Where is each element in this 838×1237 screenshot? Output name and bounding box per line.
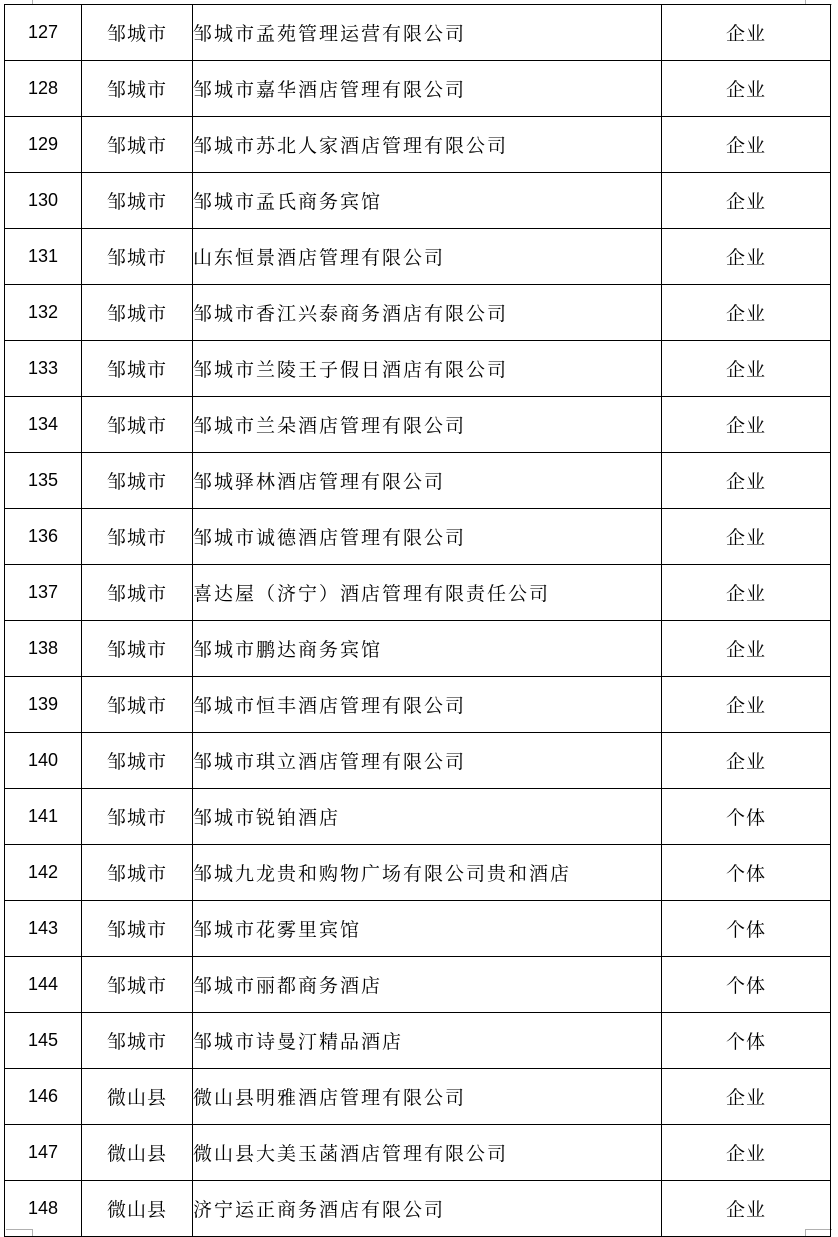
- row-city-cell: 邹城市: [82, 509, 193, 565]
- row-city-cell: 邹城市: [82, 117, 193, 173]
- enterprise-table: [4, 4, 831, 1237]
- row-name-cell: 邹城市兰朵酒店管理有限公司: [193, 397, 662, 453]
- row-index-cell: 127: [5, 5, 82, 61]
- row-index-cell: 136: [5, 509, 82, 565]
- row-name-cell: 济宁运正商务酒店有限公司: [193, 1181, 662, 1237]
- table-row: [5, 117, 831, 173]
- row-name-cell: 邹城市鹏达商务宾馆: [193, 621, 662, 677]
- row-type-cell: 个体: [662, 957, 831, 1013]
- row-type-cell: 企业: [662, 229, 831, 285]
- table-row: [5, 957, 831, 1013]
- row-city-cell: 微山县: [82, 1181, 193, 1237]
- row-type-cell: 企业: [662, 565, 831, 621]
- row-type-cell: 个体: [662, 1013, 831, 1069]
- row-index-cell: 132: [5, 285, 82, 341]
- table-row: [5, 173, 831, 229]
- table-row: [5, 677, 831, 733]
- row-type-cell: 企业: [662, 509, 831, 565]
- row-type-cell: 企业: [662, 397, 831, 453]
- row-name-cell: 邹城市孟氏商务宾馆: [193, 173, 662, 229]
- row-index-cell: 141: [5, 789, 82, 845]
- row-index-cell: 130: [5, 173, 82, 229]
- row-index-cell: 143: [5, 901, 82, 957]
- table-row: [5, 621, 831, 677]
- row-index-cell: 131: [5, 229, 82, 285]
- row-type-cell: 个体: [662, 901, 831, 957]
- row-index-cell: 142: [5, 845, 82, 901]
- row-type-cell: 企业: [662, 285, 831, 341]
- table-row: [5, 285, 831, 341]
- row-city-cell: 邹城市: [82, 397, 193, 453]
- table-row: [5, 901, 831, 957]
- row-index-cell: 148: [5, 1181, 82, 1237]
- table-row: [5, 1181, 831, 1237]
- row-city-cell: 邹城市: [82, 789, 193, 845]
- row-name-cell: 邹城驿林酒店管理有限公司: [193, 453, 662, 509]
- row-index-cell: 128: [5, 61, 82, 117]
- row-city-cell: 邹城市: [82, 173, 193, 229]
- row-city-cell: 邹城市: [82, 453, 193, 509]
- row-name-cell: 邹城市孟苑管理运营有限公司: [193, 5, 662, 61]
- row-city-cell: 微山县: [82, 1125, 193, 1181]
- row-type-cell: 企业: [662, 173, 831, 229]
- table-row: [5, 565, 831, 621]
- row-city-cell: 邹城市: [82, 957, 193, 1013]
- row-name-cell: 邹城市琪立酒店管理有限公司: [193, 733, 662, 789]
- row-type-cell: 企业: [662, 453, 831, 509]
- row-city-cell: 邹城市: [82, 621, 193, 677]
- row-name-cell: 微山县大美玉菡酒店管理有限公司: [193, 1125, 662, 1181]
- table-row: [5, 229, 831, 285]
- row-index-cell: 137: [5, 565, 82, 621]
- table-row: [5, 453, 831, 509]
- row-index-cell: 144: [5, 957, 82, 1013]
- table-row: [5, 341, 831, 397]
- row-name-cell: 邹城市花雾里宾馆: [193, 901, 662, 957]
- row-city-cell: 邹城市: [82, 565, 193, 621]
- row-index-cell: 146: [5, 1069, 82, 1125]
- row-type-cell: 企业: [662, 117, 831, 173]
- row-name-cell: 微山县明雅酒店管理有限公司: [193, 1069, 662, 1125]
- row-type-cell: 企业: [662, 677, 831, 733]
- table-row: [5, 733, 831, 789]
- row-name-cell: 邹城市恒丰酒店管理有限公司: [193, 677, 662, 733]
- table-row: [5, 1013, 831, 1069]
- row-city-cell: 邹城市: [82, 229, 193, 285]
- row-index-cell: 140: [5, 733, 82, 789]
- row-name-cell: 喜达屋（济宁）酒店管理有限责任公司: [193, 565, 662, 621]
- row-name-cell: 邹城市诚德酒店管理有限公司: [193, 509, 662, 565]
- row-name-cell: 邹城市兰陵王子假日酒店有限公司: [193, 341, 662, 397]
- table-row: [5, 1125, 831, 1181]
- table-row: [5, 5, 831, 61]
- row-type-cell: 企业: [662, 1125, 831, 1181]
- row-name-cell: 邹城市苏北人家酒店管理有限公司: [193, 117, 662, 173]
- row-index-cell: 145: [5, 1013, 82, 1069]
- row-city-cell: 邹城市: [82, 733, 193, 789]
- row-city-cell: 邹城市: [82, 1013, 193, 1069]
- row-name-cell: 邹城市锐铂酒店: [193, 789, 662, 845]
- row-index-cell: 135: [5, 453, 82, 509]
- row-type-cell: 企业: [662, 341, 831, 397]
- row-city-cell: 邹城市: [82, 5, 193, 61]
- table-row: [5, 397, 831, 453]
- row-index-cell: 134: [5, 397, 82, 453]
- table-row: [5, 61, 831, 117]
- row-city-cell: 微山县: [82, 1069, 193, 1125]
- row-index-cell: 138: [5, 621, 82, 677]
- row-type-cell: 企业: [662, 1181, 831, 1237]
- table-body: [5, 5, 831, 1237]
- row-index-cell: 147: [5, 1125, 82, 1181]
- table-row: [5, 845, 831, 901]
- row-city-cell: 邹城市: [82, 61, 193, 117]
- table-row: [5, 509, 831, 565]
- row-city-cell: 邹城市: [82, 341, 193, 397]
- row-name-cell: 邹城市嘉华酒店管理有限公司: [193, 61, 662, 117]
- row-name-cell: 山东恒景酒店管理有限公司: [193, 229, 662, 285]
- row-type-cell: 企业: [662, 61, 831, 117]
- row-city-cell: 邹城市: [82, 285, 193, 341]
- row-name-cell: 邹城市诗曼汀精品酒店: [193, 1013, 662, 1069]
- row-type-cell: 个体: [662, 789, 831, 845]
- row-city-cell: 邹城市: [82, 677, 193, 733]
- row-name-cell: 邹城九龙贵和购物广场有限公司贵和酒店: [193, 845, 662, 901]
- row-type-cell: 企业: [662, 733, 831, 789]
- row-type-cell: 企业: [662, 5, 831, 61]
- row-name-cell: 邹城市丽都商务酒店: [193, 957, 662, 1013]
- row-type-cell: 企业: [662, 621, 831, 677]
- row-name-cell: 邹城市香江兴泰商务酒店有限公司: [193, 285, 662, 341]
- row-city-cell: 邹城市: [82, 845, 193, 901]
- table-row: [5, 789, 831, 845]
- row-index-cell: 129: [5, 117, 82, 173]
- table-row: [5, 1069, 831, 1125]
- row-index-cell: 139: [5, 677, 82, 733]
- row-type-cell: 企业: [662, 1069, 831, 1125]
- row-index-cell: 133: [5, 341, 82, 397]
- row-type-cell: 个体: [662, 845, 831, 901]
- row-city-cell: 邹城市: [82, 901, 193, 957]
